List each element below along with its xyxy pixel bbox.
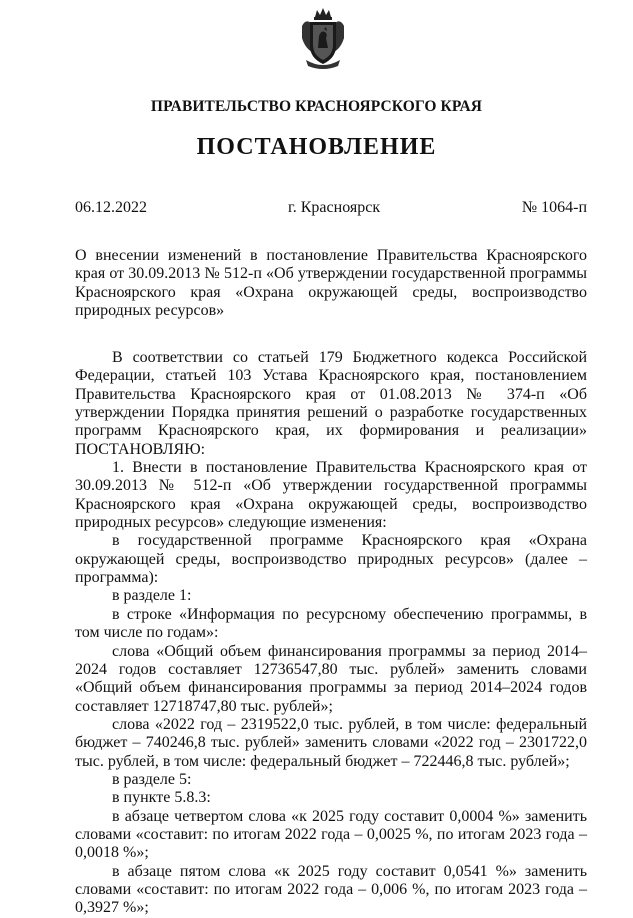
government-name: ПРАВИТЕЛЬСТВО КРАСНОЯРСКОГО КРАЯ [150,98,483,115]
paragraph: 1. Внести в постановление Правительства Красноярского края от 30.09.2013 № 512-п «Об утверждении государственной программы Красноярского края «Охрана окружающей среды, воспроизводство природных ресурсов» следующие изменения: [75,459,587,532]
document-body [75,349,587,918]
document-city: г. Красноярск [288,199,381,216]
document-subject: О внесении изменений в постановление Правительства Красноярского края от 30.09.2013 № 512-п «Об утверждении государственной программы Красноярского края «Охрана окружающей среды, воспроизводство природных ресурсов» [75,247,587,320]
paragraph: в строке «Информация по ресурсному обеспечению программы, в том числе по годам»: [75,605,587,642]
document-number: № 1064-п [521,199,587,216]
paragraph: в пункте 5.8.3: [112,789,211,807]
paragraph: в абзаце четвертом слова «к 2025 году составит 0,0004 %» заменить словами «составит: по итогам 2022 года – 0,0025 %, по итогам 2023 года – 0,0018 %»; [75,807,587,862]
paragraph: в государственной программе Красноярского края «Охрана окружающей среды, воспроизводство природных ресурсов» (далее – программа): [75,532,587,587]
paragraph: В соответствии со статьей 179 Бюджетного кодекса Российской Федерации, статьей 103 Устава Красноярского края, постановлением Правительства Красноярского края от 01.08.2013 № 374-п «Об утверждении Порядка принятия решений о разработке государственных программ Красноярского края, их формирования и реализации» ПОСТАНОВЛЯЮ: [75,349,587,458]
paragraph: слова «2022 год – 2319522,0 тыс. рублей, в том числе: федеральный бюджет – 740246,8 тыс. рублей» заменить словами «2022 год – 2301722,0 тыс. рублей, в том числе: федеральный бюджет – 722446,8 тыс. рублей»; [75,715,587,770]
paragraph: в абзаце пятом слова «к 2025 году составит 0,0541 %» заменить словами «составит: по итогам 2022 года – 0,006 %, по итогам 2023 года – 0,3927 %»; [75,862,587,917]
coat-of-arms-krasnoyarsk-icon [300,8,346,70]
paragraph: в разделе 1: [112,587,192,605]
paragraph: в разделе 5: [112,770,192,788]
document-title: ПОСТАНОВЛЕНИЕ [196,134,437,160]
paragraph: слова «Общий объем финансирования программы за период 2014–2024 годов составляет 12736547,80 тыс. рублей» заменить словами «Общий объем финансирования программы за период 2014–2024 годов составляет 12718747,80 тыс. рублей»; [75,642,587,715]
document-date: 06.12.2022 [75,199,147,216]
